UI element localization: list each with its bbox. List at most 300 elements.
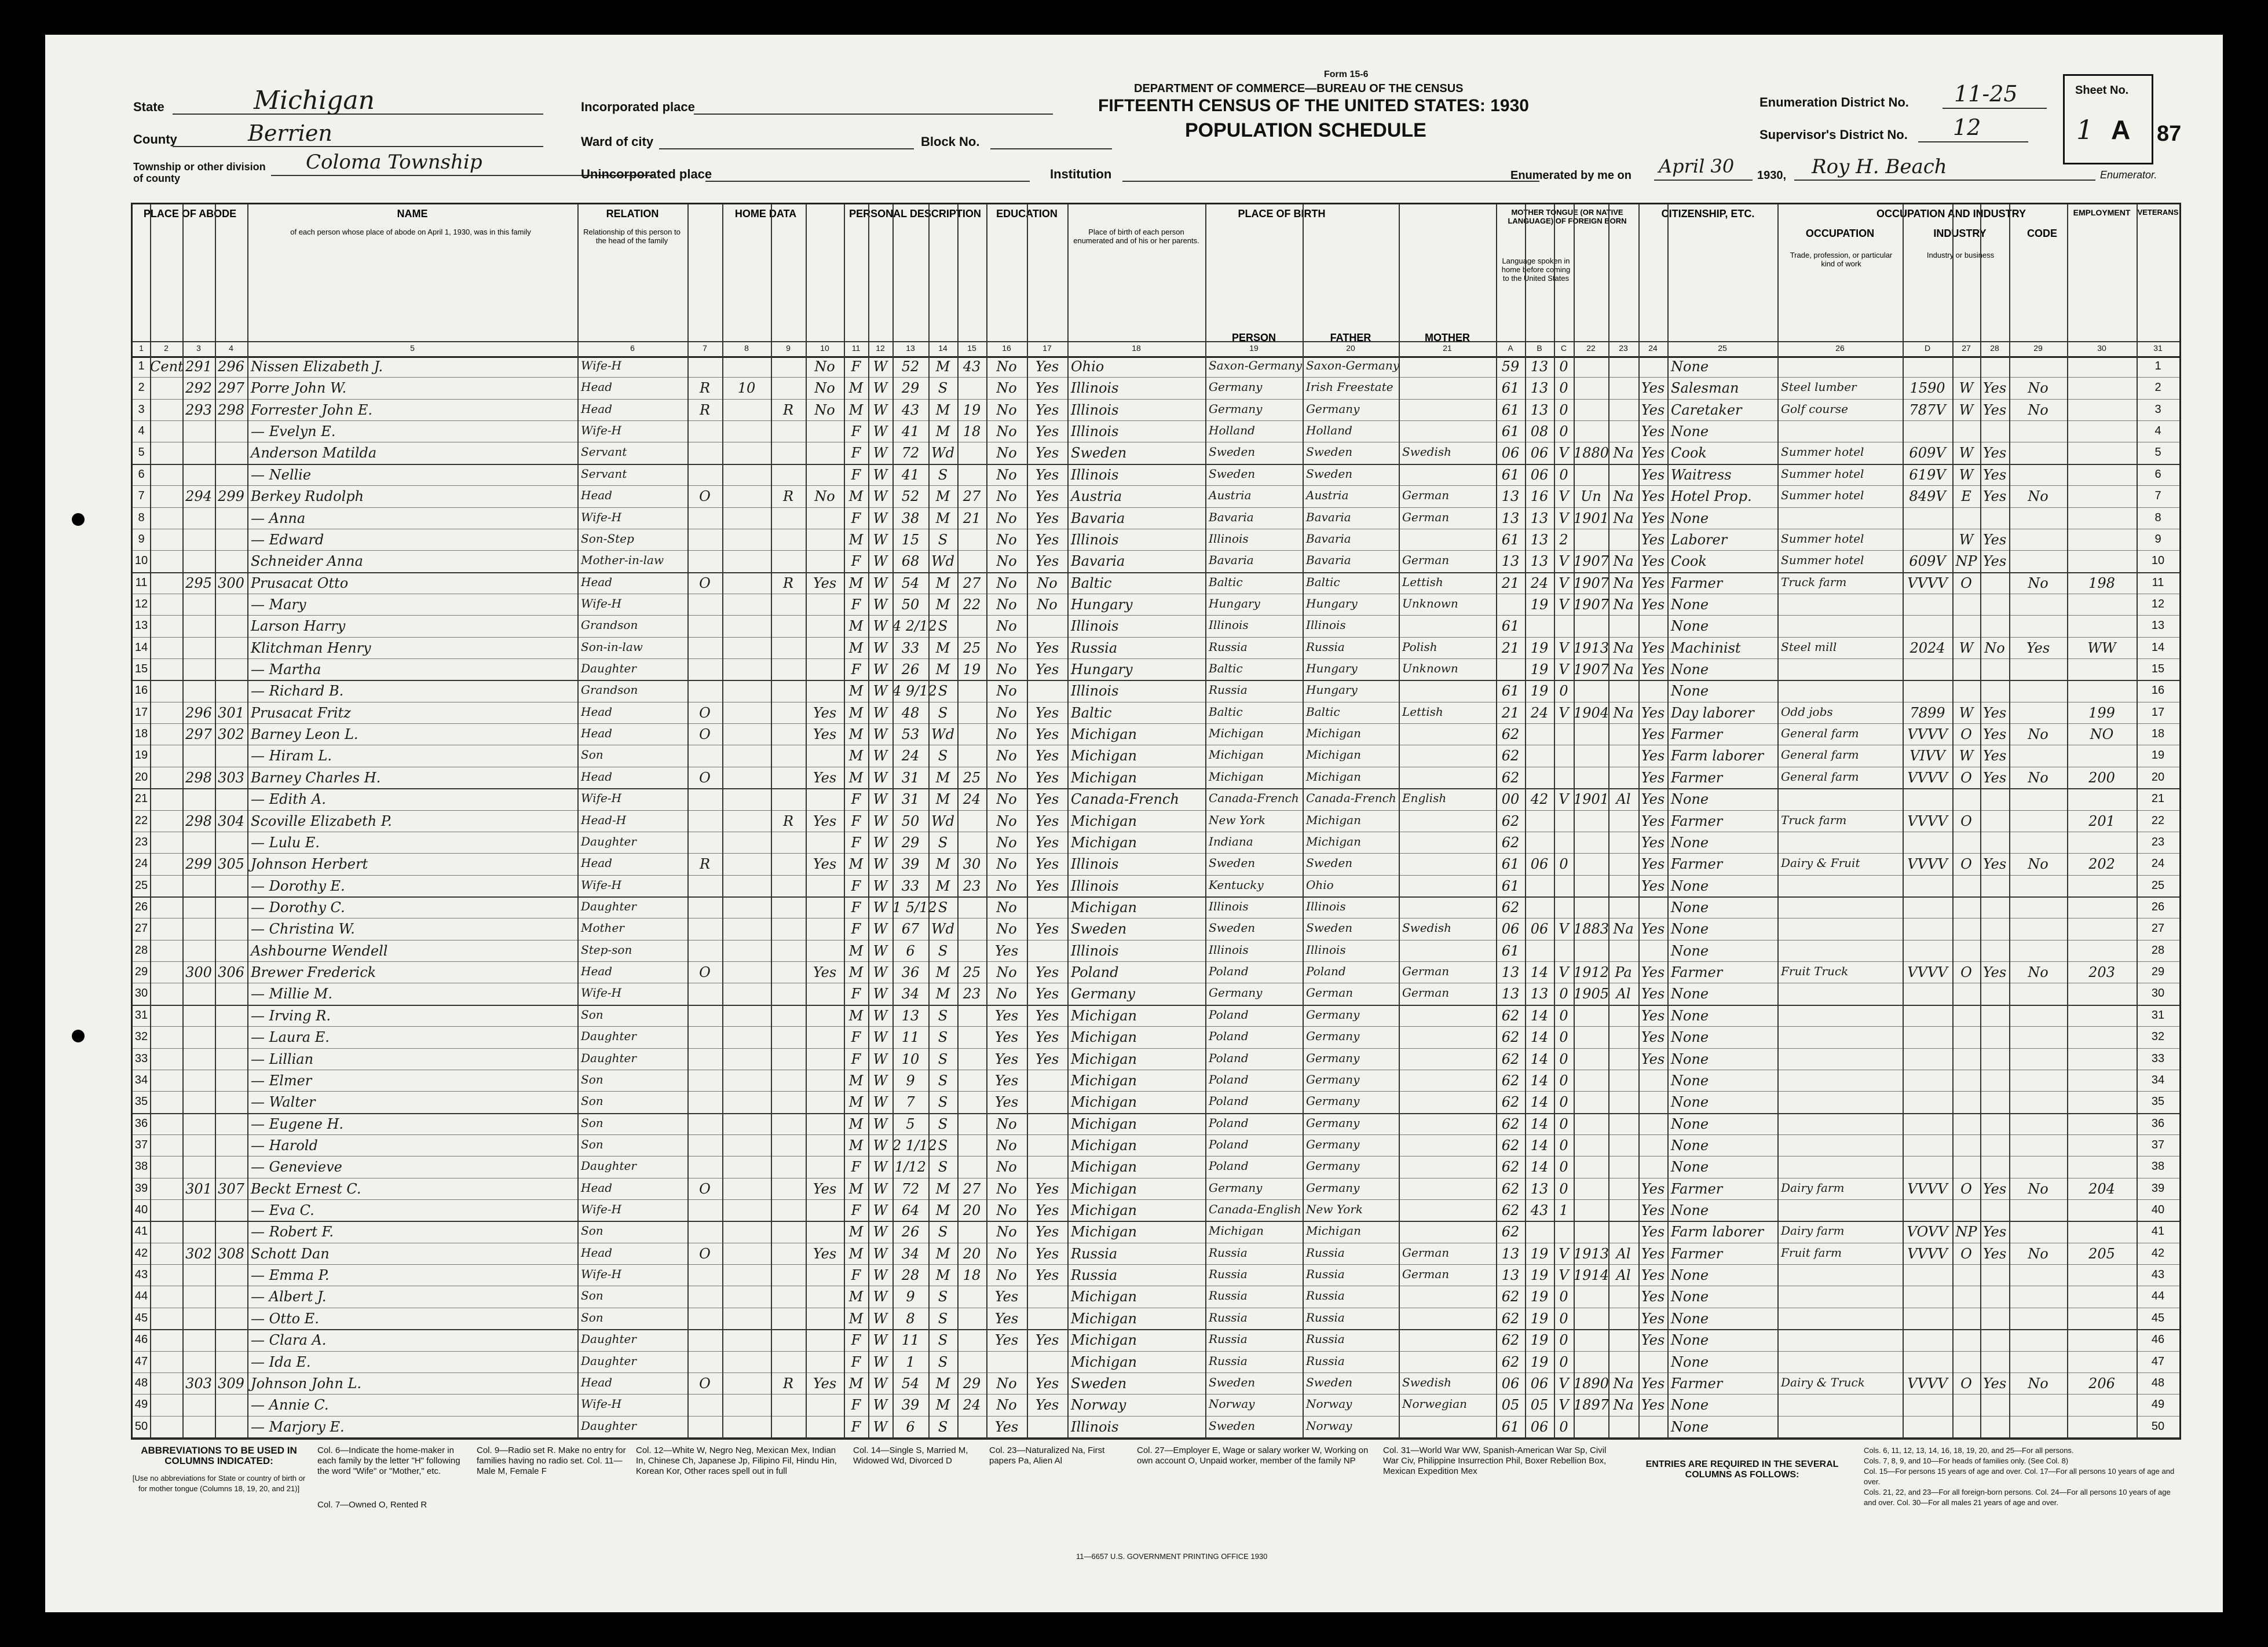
cell-rel: Daughter bbox=[581, 1332, 636, 1346]
table-row bbox=[133, 767, 2179, 789]
cell-cw: W bbox=[1959, 445, 1974, 462]
cell-race: W bbox=[873, 942, 888, 959]
cell-name: — Harold bbox=[251, 1137, 318, 1154]
cell-sch: No bbox=[996, 1375, 1017, 1392]
cell-n: 25 bbox=[134, 879, 148, 892]
cell-race: W bbox=[873, 769, 888, 786]
table-row bbox=[133, 811, 2179, 832]
cell-race: W bbox=[873, 358, 888, 375]
table-row bbox=[133, 551, 2179, 572]
column-rule bbox=[957, 204, 959, 1438]
cell-fbp: Sweden bbox=[1209, 1418, 1256, 1433]
cell-age: 72 bbox=[901, 445, 920, 462]
cell-race: W bbox=[873, 1267, 888, 1284]
column-number: 3 bbox=[196, 343, 201, 353]
cell-rd: Yes bbox=[1035, 1202, 1059, 1219]
cell-cB: 24 bbox=[1530, 704, 1549, 721]
cell-nat: Na bbox=[1613, 510, 1634, 526]
cell-cB: 43 bbox=[1530, 1202, 1549, 1219]
cell-bp: Illinois bbox=[1071, 380, 1119, 397]
cell-sex: M bbox=[848, 683, 864, 700]
column-number: 11 bbox=[851, 343, 861, 353]
table-row bbox=[133, 876, 2179, 897]
cell-ms: Wd bbox=[931, 921, 955, 938]
cell-code: 619V bbox=[1909, 466, 1946, 483]
ward-field bbox=[659, 127, 914, 149]
table-row bbox=[133, 486, 2179, 507]
cell-mbp: Hungary bbox=[1306, 683, 1358, 697]
column-number: B bbox=[1537, 343, 1542, 353]
cell-sex: M bbox=[848, 618, 864, 635]
cell-fbp: Illinois bbox=[1209, 618, 1249, 632]
county-field bbox=[173, 120, 543, 147]
cell-fbp: Russia bbox=[1209, 1267, 1248, 1282]
cell-cA: 62 bbox=[1501, 1072, 1520, 1089]
cell-name: Berkey Rudolph bbox=[251, 488, 364, 505]
cell-name: — Clara A. bbox=[251, 1332, 327, 1349]
cell-sch: No bbox=[996, 531, 1017, 548]
column-number: 1 bbox=[139, 343, 144, 353]
entries-list bbox=[1864, 1445, 2176, 1508]
table-row bbox=[133, 1178, 2179, 1200]
cell-sex: F bbox=[851, 1202, 861, 1219]
cell-race: W bbox=[873, 1029, 888, 1046]
cell-race: W bbox=[873, 1332, 888, 1349]
cell-nat: Na bbox=[1613, 488, 1634, 505]
cell-age: 50 bbox=[901, 812, 920, 829]
cell-n: 3 bbox=[2154, 402, 2161, 416]
enum-year: 1930, bbox=[1757, 169, 1787, 182]
cell-name: Prusacat Otto bbox=[251, 574, 349, 591]
cell-cB: 06 bbox=[1530, 466, 1549, 483]
cell-rel: Wife-H bbox=[581, 423, 622, 438]
cell-sch: No bbox=[996, 1115, 1017, 1132]
cell-cA: 62 bbox=[1501, 726, 1520, 743]
cell-ms: M bbox=[935, 964, 950, 981]
column-number: 2 bbox=[164, 343, 169, 353]
cell-cB: 14 bbox=[1530, 1115, 1549, 1132]
cell-cA: 13 bbox=[1501, 553, 1520, 570]
table-row bbox=[133, 1027, 2179, 1048]
table-row bbox=[133, 1114, 2179, 1135]
column-number: 28 bbox=[1990, 343, 1999, 353]
cell-age: 33 bbox=[901, 877, 920, 894]
cell-occ: None bbox=[1671, 358, 1709, 375]
cell-name: — Nellie bbox=[251, 466, 312, 483]
cell-fbp: Russia bbox=[1209, 1332, 1248, 1346]
cell-bp: Illinois bbox=[1071, 683, 1119, 700]
column-number: 22 bbox=[1586, 343, 1596, 353]
column-rule bbox=[928, 204, 930, 1438]
cell-eng: Yes bbox=[1641, 1267, 1665, 1284]
col-group-name: NAME bbox=[397, 208, 428, 219]
cell-eng: Yes bbox=[1641, 1224, 1665, 1240]
cell-cA: 62 bbox=[1501, 1137, 1520, 1154]
cell-cC: 0 bbox=[1559, 1137, 1568, 1154]
cell-rd: Yes bbox=[1035, 1007, 1059, 1024]
cell-ms: Wd bbox=[931, 726, 955, 743]
cell-n: 39 bbox=[134, 1181, 148, 1195]
cell-cB: 14 bbox=[1530, 1159, 1549, 1176]
cell-mbp: Russia bbox=[1306, 1267, 1345, 1282]
cell-eng: Yes bbox=[1641, 1332, 1665, 1349]
cell-emp: Yes bbox=[1982, 748, 2007, 764]
cell-name: Larson Harry bbox=[251, 618, 346, 635]
cell-age: 34 bbox=[901, 1245, 920, 1262]
column-number: 5 bbox=[410, 343, 415, 353]
cell-cB: 13 bbox=[1530, 1180, 1549, 1197]
cell-fbp: Bavaria bbox=[1209, 553, 1254, 568]
cell-rel: Son-in-law bbox=[581, 639, 643, 654]
cell-eng: Yes bbox=[1641, 921, 1665, 938]
cell-cC: V bbox=[1559, 574, 1569, 591]
cell-code: VVVV bbox=[1907, 726, 1948, 743]
table-row bbox=[133, 508, 2179, 529]
cell-sch: No bbox=[996, 834, 1017, 851]
cell-cw: O bbox=[1960, 856, 1972, 873]
cell-age: 64 bbox=[901, 1202, 920, 1219]
cell-n: 16 bbox=[134, 684, 148, 697]
cell-lang: Norwegian bbox=[1402, 1397, 1468, 1411]
cell-mbp: Germany bbox=[1306, 1137, 1360, 1151]
cell-code: VIVV bbox=[1909, 748, 1945, 764]
cell-bp: Ohio bbox=[1071, 358, 1104, 375]
cell-rel: Son bbox=[581, 1094, 603, 1108]
cell-cw: NP bbox=[1955, 1224, 1977, 1240]
table-row bbox=[133, 1417, 2179, 1438]
table-row bbox=[133, 1005, 2179, 1027]
cell-ind: Summer hotel bbox=[1781, 466, 1864, 481]
cell-ind: Dairy farm bbox=[1781, 1180, 1845, 1195]
cell-mbp: Germany bbox=[1306, 1115, 1360, 1130]
cell-cA: 62 bbox=[1501, 1202, 1520, 1219]
cell-nat: Na bbox=[1613, 596, 1634, 613]
cell-cC: V bbox=[1559, 639, 1569, 656]
cell-sch: No bbox=[996, 380, 1017, 397]
cell-n: 46 bbox=[134, 1333, 148, 1346]
cell-n: 12 bbox=[2151, 597, 2165, 610]
cell-race: W bbox=[873, 812, 888, 829]
col-person: PERSON bbox=[1231, 332, 1276, 343]
state-value: Michigan bbox=[254, 86, 375, 115]
cell-age: 9 bbox=[906, 1289, 915, 1305]
cell-bp: Bavaria bbox=[1071, 510, 1125, 526]
cell-war: 198 bbox=[2088, 574, 2115, 591]
cell-name: Prusacat Fritz bbox=[251, 704, 351, 721]
cell-vet: No bbox=[2028, 769, 2048, 786]
cell-name: Forrester John E. bbox=[251, 401, 372, 418]
cell-name: — Laura E. bbox=[251, 1029, 330, 1046]
cell-race: W bbox=[873, 1137, 888, 1154]
cell-fbp: Bavaria bbox=[1209, 510, 1254, 524]
cell-ms: M bbox=[935, 1375, 950, 1392]
cell-rd: Yes bbox=[1035, 877, 1059, 894]
cell-cC: V bbox=[1559, 596, 1569, 613]
cell-bp: Illinois bbox=[1071, 466, 1119, 483]
cell-cB: 06 bbox=[1530, 1418, 1549, 1435]
cell-rel: Daughter bbox=[581, 1159, 636, 1173]
cell-emp: Yes bbox=[1982, 1375, 2007, 1392]
cell-nat: Na bbox=[1613, 553, 1634, 570]
cell-age: 54 bbox=[901, 1375, 920, 1392]
cell-occ: None bbox=[1671, 1029, 1709, 1046]
column-rule bbox=[1303, 204, 1304, 1438]
table-row bbox=[133, 1200, 2179, 1221]
table-row bbox=[133, 442, 2179, 464]
cell-eng: Yes bbox=[1641, 488, 1665, 505]
cell-rd: Yes bbox=[1035, 1051, 1059, 1067]
cell-vet: No bbox=[2028, 401, 2048, 418]
cell-am: 29 bbox=[963, 1375, 981, 1392]
cell-own: O bbox=[699, 964, 711, 981]
cell-n: 19 bbox=[2151, 749, 2165, 762]
cell-nat: Al bbox=[1616, 791, 1631, 808]
cell-am: 25 bbox=[963, 769, 981, 786]
cell-race: W bbox=[873, 1245, 888, 1262]
cell-mbp: Germany bbox=[1306, 1029, 1360, 1044]
cell-rd: Yes bbox=[1035, 553, 1059, 570]
cell-code: VVVV bbox=[1907, 812, 1948, 829]
cell-eng: Yes bbox=[1641, 1202, 1665, 1219]
cell-occ: None bbox=[1671, 1007, 1709, 1024]
column-rule bbox=[577, 204, 579, 1438]
cell-imm: 1883 bbox=[1574, 921, 1609, 938]
cell-n: 1 bbox=[2154, 360, 2161, 372]
cell-nat: Na bbox=[1613, 704, 1634, 721]
column-number: 8 bbox=[744, 343, 749, 353]
cell-sex: F bbox=[851, 661, 861, 678]
cell-fam: 305 bbox=[218, 856, 244, 873]
cell-sch: Yes bbox=[994, 1007, 1019, 1024]
cell-n: 13 bbox=[2151, 619, 2165, 632]
cell-n: 31 bbox=[2151, 1008, 2165, 1022]
cell-sex: M bbox=[848, 531, 864, 548]
cell-mbp: Irish Freestate bbox=[1306, 380, 1393, 394]
cell-name: — Mary bbox=[251, 596, 306, 613]
cell-code: 7899 bbox=[1909, 704, 1945, 721]
abbrev-title: ABBREVIATIONS TO BE USED IN COLUMNS INDICATED: bbox=[141, 1445, 297, 1466]
cell-lang: Swedish bbox=[1402, 1375, 1451, 1389]
cell-rel: Head bbox=[581, 1245, 613, 1260]
cell-farm: Yes bbox=[813, 769, 837, 786]
cell-cB: 14 bbox=[1530, 1137, 1549, 1154]
cell-mbp: Hungary bbox=[1306, 661, 1358, 676]
cell-ind: Truck farm bbox=[1781, 812, 1847, 827]
cell-n: 4 bbox=[2154, 424, 2161, 438]
cell-ind: General farm bbox=[1781, 726, 1859, 741]
cell-own: O bbox=[699, 704, 711, 721]
cell-sex: F bbox=[851, 986, 861, 1002]
cell-eng: Yes bbox=[1641, 748, 1665, 764]
col-relation-desc: Relationship of this person to the head of the family bbox=[583, 228, 681, 245]
cell-fbp: Saxon-Germany bbox=[1209, 358, 1303, 372]
cell-cA: 62 bbox=[1501, 1029, 1520, 1046]
cell-fbp: Michigan bbox=[1209, 1224, 1264, 1238]
cell-n: 13 bbox=[134, 619, 148, 632]
print-code: 11—6657 U.S. GOVERNMENT PRINTING OFFICE 1930 bbox=[1076, 1552, 1268, 1561]
cell-cA: 62 bbox=[1501, 834, 1520, 851]
abbrev-col23: Col. 23—Naturalized Na, First papers Pa, Alien Al bbox=[989, 1445, 1105, 1466]
abbrev-note: [Use no abbreviations for State or country of birth or for mother tongue (Columns 18, 19, 20, and 21)] bbox=[132, 1474, 306, 1493]
cell-war: WW bbox=[2087, 639, 2116, 656]
cell-cB: 05 bbox=[1530, 1397, 1549, 1414]
cell-mbp: Russia bbox=[1306, 1289, 1345, 1303]
cell-cB: 13 bbox=[1530, 401, 1549, 418]
cell-n: 17 bbox=[2151, 705, 2165, 719]
cell-lang: Unknown bbox=[1402, 661, 1458, 676]
cell-rel: Daughter bbox=[581, 834, 636, 848]
cell-war: 200 bbox=[2088, 769, 2115, 786]
cell-occ: None bbox=[1671, 1137, 1709, 1154]
enumerated-label: Enumerated by me on bbox=[1510, 169, 1632, 182]
cell-sch: No bbox=[996, 1224, 1017, 1240]
cell-mbp: Illinois bbox=[1306, 942, 1346, 957]
sd-field bbox=[1918, 115, 2028, 142]
cell-occ: None bbox=[1671, 510, 1709, 526]
cell-race: W bbox=[873, 1115, 888, 1132]
cell-race: W bbox=[873, 445, 888, 462]
cell-bp: Baltic bbox=[1071, 574, 1112, 591]
cell-sex: M bbox=[848, 1007, 864, 1024]
cell-n: 21 bbox=[2151, 792, 2165, 806]
cell-cA: 62 bbox=[1501, 1094, 1520, 1111]
table-row bbox=[133, 918, 2179, 940]
cell-rel: Head bbox=[581, 574, 613, 589]
column-rule bbox=[2009, 204, 2010, 1438]
cell-fam: 297 bbox=[218, 380, 244, 397]
cell-rd: Yes bbox=[1035, 704, 1059, 721]
cell-sch: No bbox=[996, 921, 1017, 938]
cell-fbp: Sweden bbox=[1209, 445, 1256, 459]
cell-ms: M bbox=[935, 986, 950, 1002]
cell-own: R bbox=[699, 401, 711, 418]
cell-sch: No bbox=[996, 704, 1017, 721]
cell-nat: Na bbox=[1613, 574, 1634, 591]
cell-fbp: Baltic bbox=[1209, 661, 1243, 676]
cell-ms: S bbox=[938, 1007, 948, 1024]
cell-n: 34 bbox=[2151, 1073, 2165, 1086]
cell-race: W bbox=[873, 618, 888, 635]
cell-mbp: Michigan bbox=[1306, 834, 1361, 848]
cell-cC: V bbox=[1559, 791, 1569, 808]
column-number: 31 bbox=[2153, 343, 2163, 353]
cell-occ: None bbox=[1671, 899, 1709, 916]
block-label: Block No. bbox=[921, 134, 980, 149]
cell-bp: Michigan bbox=[1071, 769, 1137, 786]
cell-ind: Golf course bbox=[1781, 401, 1848, 416]
cell-cC: 0 bbox=[1559, 1051, 1568, 1067]
cell-cC: V bbox=[1559, 510, 1569, 526]
cell-occ: Farmer bbox=[1671, 964, 1723, 981]
cell-ms: M bbox=[935, 791, 950, 808]
column-rule bbox=[892, 204, 894, 1438]
cell-sch: No bbox=[996, 596, 1017, 613]
cell-cw: W bbox=[1959, 531, 1974, 548]
cell-occ: None bbox=[1671, 1397, 1709, 1414]
cell-cw: W bbox=[1959, 748, 1974, 764]
cell-n: 11 bbox=[135, 576, 148, 589]
column-rule bbox=[1554, 204, 1555, 1438]
cell-rel: Head bbox=[581, 704, 613, 719]
cell-mbp: Saxon-Germany bbox=[1306, 358, 1400, 372]
cell-occ: Hotel Prop. bbox=[1671, 488, 1752, 505]
cell-rd: Yes bbox=[1035, 380, 1059, 397]
cell-cw: W bbox=[1959, 466, 1974, 483]
cell-n: 35 bbox=[2151, 1095, 2165, 1108]
cell-ms: S bbox=[938, 380, 948, 397]
cell-n: 40 bbox=[134, 1203, 148, 1217]
cell-mbp: Illinois bbox=[1306, 618, 1346, 632]
cell-n: 46 bbox=[2151, 1333, 2165, 1346]
cell-n: 18 bbox=[134, 727, 148, 741]
cell-age: 54 bbox=[901, 574, 920, 591]
cell-am: 27 bbox=[963, 574, 981, 591]
cell-cw: O bbox=[1960, 769, 1972, 786]
cell-n: 5 bbox=[138, 446, 145, 459]
cell-bp: Illinois bbox=[1071, 877, 1119, 894]
cell-nat: Na bbox=[1613, 661, 1634, 678]
cell-name: — Lillian bbox=[251, 1051, 314, 1067]
cell-rel: Son bbox=[581, 1224, 603, 1238]
cell-imm: 1905 bbox=[1574, 986, 1609, 1002]
cell-n: 32 bbox=[2151, 1030, 2165, 1044]
cell-rel: Head bbox=[581, 380, 613, 394]
cell-cC: 0 bbox=[1559, 1029, 1568, 1046]
cell-ms: S bbox=[938, 1159, 948, 1176]
cell-ind: Fruit farm bbox=[1781, 1245, 1842, 1260]
cell-age: 34 bbox=[901, 986, 920, 1002]
cell-am: 25 bbox=[963, 639, 981, 656]
cell-sex: M bbox=[848, 1224, 864, 1240]
cell-rel: Daughter bbox=[581, 1051, 636, 1065]
cell-n: 23 bbox=[2151, 835, 2165, 848]
cell-sex: F bbox=[851, 423, 861, 440]
cell-age: 2 1/12 bbox=[892, 1137, 937, 1154]
cell-n: 23 bbox=[134, 835, 148, 848]
cell-eng: Yes bbox=[1641, 574, 1665, 591]
cell-n: 34 bbox=[134, 1073, 148, 1086]
cell-occ: None bbox=[1671, 1267, 1709, 1284]
cell-eng: Yes bbox=[1641, 704, 1665, 721]
cell-occ: Day laborer bbox=[1671, 704, 1754, 721]
cell-cC: V bbox=[1559, 1245, 1569, 1262]
cell-n: 36 bbox=[2151, 1117, 2165, 1130]
cell-cB: 13 bbox=[1530, 358, 1549, 375]
cell-bp: Illinois bbox=[1071, 531, 1119, 548]
cell-sch: No bbox=[996, 748, 1017, 764]
cell-bp: Sweden bbox=[1071, 921, 1127, 938]
cell-fbp: Norway bbox=[1209, 1397, 1255, 1411]
cell-lang: German bbox=[1402, 1245, 1450, 1260]
cell-occ: None bbox=[1671, 1202, 1709, 1219]
cell-cB: 19 bbox=[1530, 683, 1549, 700]
cell-race: W bbox=[873, 921, 888, 938]
cell-cA: 61 bbox=[1501, 683, 1520, 700]
cell-n: 38 bbox=[2151, 1160, 2165, 1173]
cell-n: 33 bbox=[2151, 1052, 2165, 1065]
col-group-birth: PLACE OF BIRTH bbox=[1238, 208, 1326, 219]
cell-vet: No bbox=[2028, 726, 2048, 743]
cell-mbp: Illinois bbox=[1306, 899, 1346, 913]
cell-sch: No bbox=[996, 401, 1017, 418]
cell-rd: Yes bbox=[1035, 1245, 1059, 1262]
column-rule bbox=[1027, 204, 1028, 1438]
cell-imm: 1907 bbox=[1574, 596, 1609, 613]
abbrev-col9: Col. 9—Radio set R. Make no entry for families having no radio set. Col. 11—Male M, Female F bbox=[477, 1445, 626, 1476]
cell-n: 10 bbox=[134, 554, 148, 568]
table-row bbox=[133, 1243, 2179, 1265]
cell-cB: 19 bbox=[1530, 639, 1549, 656]
